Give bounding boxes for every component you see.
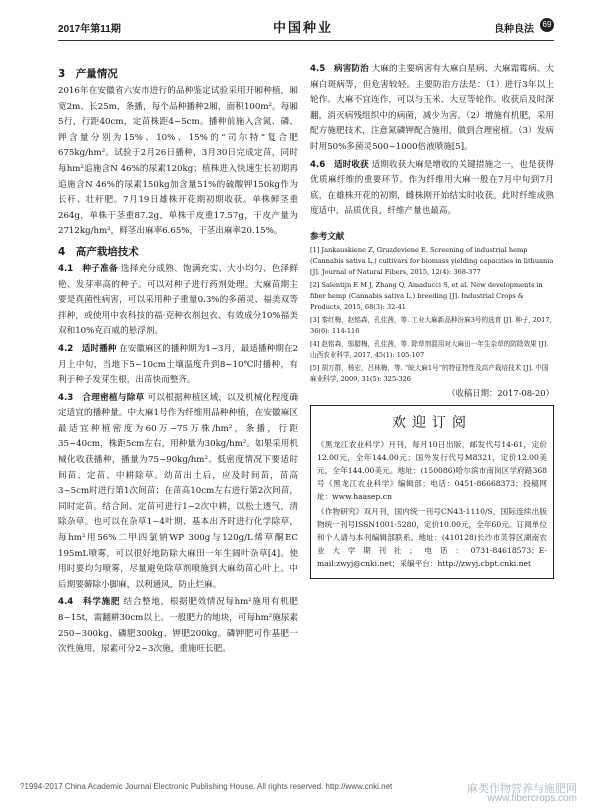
header-rule: [58, 40, 554, 41]
section-4-1-text: 选择充分成熟、饱满充实、大小均匀、色泽鲜艳、发芽率高的种子。可以对种子进行药剂处理。大麻苗期主要是真菌性病害，可以采用种子重量0.3%的多菌灵、福美双等拌种，或使用中农科技的福·克种衣剂包衣、有效成分10%福美双和10%克百威的悬浮剂。: [58, 263, 298, 337]
magazine-title: 中国种业: [273, 21, 334, 36]
received-date: （收稿日期：2017-08-20）: [447, 387, 554, 398]
section-4-2-text: 在安徽麻区的播种期为1~3月，最适播种期在2月上中旬，当地下5~10cm土壤温度升到8~10℃时播种，有利于种子发芽生根，出苗快而整齐。: [58, 343, 298, 386]
section-4-4-lead: 4.4 科学施肥: [58, 597, 121, 608]
subscription-box: [310, 405, 554, 579]
section-4-2-lead: 4.2 适时播种: [58, 343, 117, 354]
reference-item: [4] 赵铭森，邬腊梅，孔佳茜，等. 除草剂混用对大麻田一年生杂草的防除效果 [J]. 山西农业科学, 2017, 45(1): 105-107: [310, 339, 549, 359]
section-4-6-text: 适期收获大麻是增收的关键措施之一，也是获得优质麻纤维的重要环节。作为纤维用大麻一般在7月中旬到7月底，在雄株开花的初期，雌株刚开始结实时收获。此时纤维成熟度适中，品质优良，纤维产量也最高。: [310, 159, 554, 217]
left-column: [58, 62, 298, 660]
section-4-3-text: 可以根据种植区域，以及机械化程度确定适宜的播种量。中大麻1号作为纤维用品种种植，在安徽麻区最适宜种植密度为60万~75万株/hm²，条播，行距35~40cm，株距5cm左右，用种量为30kg/hm²。如果采用机械化收获播种，播量为75~90kg/hm²。低密度情况下要适时间苗、定苗、中耕除草。幼苗出土后，应及时间苗，苗高3~5cm时进行第1次间苗；在苗高10cm左右进行第2次间苗，同时定苗。结合间、定苗可进行1~2次中耕，以松土透气，清除杂草。也可以在杂草1~4叶期、基本出齐时进行化学除草，每hm²用56%二甲四氯钠WP 300g与120g/L烯草酮EC 195mL喷雾，可以很好地防除大麻田一年生阔叶杂草[4]。使用时要均匀喷雾，尽量避免除草剂喷施到大麻幼苗心叶上。中后期要薅除小脚麻，以利通风，防止烂麻。: [58, 392, 298, 590]
copyright-footer: ?1994-2017 China Academic Journal Electronic Publishing House. All rights reserved. http://www.cnki.net: [20, 782, 393, 791]
section-3-paragraph: 2016年在安徽省六安市进行的品种鉴定试验采用开厢种植，厢宽2m、长25m，条播，每个品种播种2厢，面积100m²。每厢5行，行距40cm，定苗株距4~5cm。播种前施入含氮、磷、钾含量分别为15%、10%、15%的“司尔特”复合肥675kg/hm²。试验于2月26日播种，3月30日完成定苗，同时每hm²追施含N 46%的尿素120kg；植株进入快速生长初期再追施含N 46%的尿素150kg加含量51%的硫酸钾150kg作为长秆、壮秆肥。7月19日雄株开花期初期收获。单株鲜茎重264g，单株干茎重87.2g，单株干皮重17.57g，干皮产量为2712kg/hm²，鲜茎出麻率6.65%，干茎出麻率20.15%。: [58, 86, 298, 237]
reference-item: [3] 秦红梅，赵铭森，孔佳茜，等. 工业大麻新品种汾麻3号的选育 [J]. 种子, 2017, 36(6): 114-116: [310, 315, 552, 335]
subscription-journal-1: 《黑龙江农业科学》月刊，每月10日出版，邮发代号14-61，定价12.00元，全年144.00元；国外发行代号M8321，定价12.00美元，全年144.00美元。地址：(150086)哈尔滨市南岗区学府路368号《黑龙江农业科学》编辑部；电话：0451-86668373；投稿网址：www.haasep.cn: [317, 439, 547, 501]
watermark-url: www.fibercrops.com: [487, 793, 577, 804]
section-4-3-lead: 4.3 合理密植与除草: [58, 392, 145, 403]
references-heading: 参考文献: [310, 231, 345, 242]
subscription-journal-2: 《作物研究》双月刊，国内统一刊号CN43-1110/S，国际连续出版物统一刊号ISSN1001-5280，定价10.00元，全年60元。订阅单位和个人请与本刊编辑部联系。地址：(410128)长沙市芙蓉区湖南农业大学期刊社；电话：0731-84618573；E-mail:zwyj@cnki.net；采编平台：http://zwyj.cbpt.cnki.net: [317, 506, 547, 568]
column-title: 良种良法: [494, 24, 534, 35]
section-4-heading: 4 高产栽培技术: [58, 245, 139, 258]
section-4-5-text: 大麻的主要病害有大麻白星病、大麻霜霉病、大麻白斑病等，但危害较轻。主要防治方法是：（1）进行3年以上轮作。大麻不宜连作，可以与玉米、大豆等轮作。收获后及时深翻，消灭病残组织中的病菌，减少为害。（2）增施有机肥，采用配方施肥技术，注意氮磷钾配合施用，做到合理密植。（3）发病时用50%多菌灵500~1000倍液喷施[5]。: [310, 64, 554, 152]
section-4-6: [310, 158, 554, 220]
section-4-5-lead: 4.5 病害防治: [310, 64, 369, 74]
section-4-1-lead: 4.1 种子准备: [58, 263, 118, 274]
subscription-title: 欢迎订阅: [392, 414, 472, 431]
page-header: [58, 20, 554, 38]
section-4-6-lead: 4.6 适时收获: [310, 159, 369, 170]
reference-item: [2] Salentijn E M J, Zhang Q, Amaducci S, et al. New developments in fiber hemp (Cannabis sativa L.) breeding [J]. Industrial Crops & Products, 2015, 68(3): 32-41: [310, 280, 543, 311]
issue-label: 2017年第11期: [58, 24, 121, 35]
section-4-3: [58, 391, 298, 594]
section-3-heading: 3 产量情况: [58, 68, 118, 80]
page-number: 69: [540, 18, 554, 32]
reference-item: [1] Jankauskiene Z, Gruzdeviene E. Screening of industrial hemp (Cannabis sativa L.) cultivars for biomass yielding capacities in lithuania [J]. Journal of Natural Fibers, 2015, 12(4): 368-377: [310, 245, 554, 276]
watermark-text: 麻类作物营养与施肥网: [467, 783, 577, 795]
section-4-1: [58, 262, 298, 340]
section-4-5: [310, 62, 554, 156]
section-4-4: [58, 595, 298, 657]
section-4-4-text: 结合整地，根据肥效情况每hm²施用有机肥8~15t，需翻耕30cm以上。一般肥力的地块，可每hm²施尿素250~300kg、磷肥300kg、钾肥200kg。磷钾肥可作基肥一次性施用，尿素可分2~3次施，重施旺长肥。: [58, 597, 298, 655]
reference-item: [5] 胡万群，杨宏，吕林梅，等. “皖大麻1号”的特征特性及高产栽培技术 [J]. 中国麻业科学, 2009, 31(5): 325-326: [310, 363, 549, 383]
section-4-2: [58, 342, 298, 389]
right-column: [310, 62, 554, 579]
